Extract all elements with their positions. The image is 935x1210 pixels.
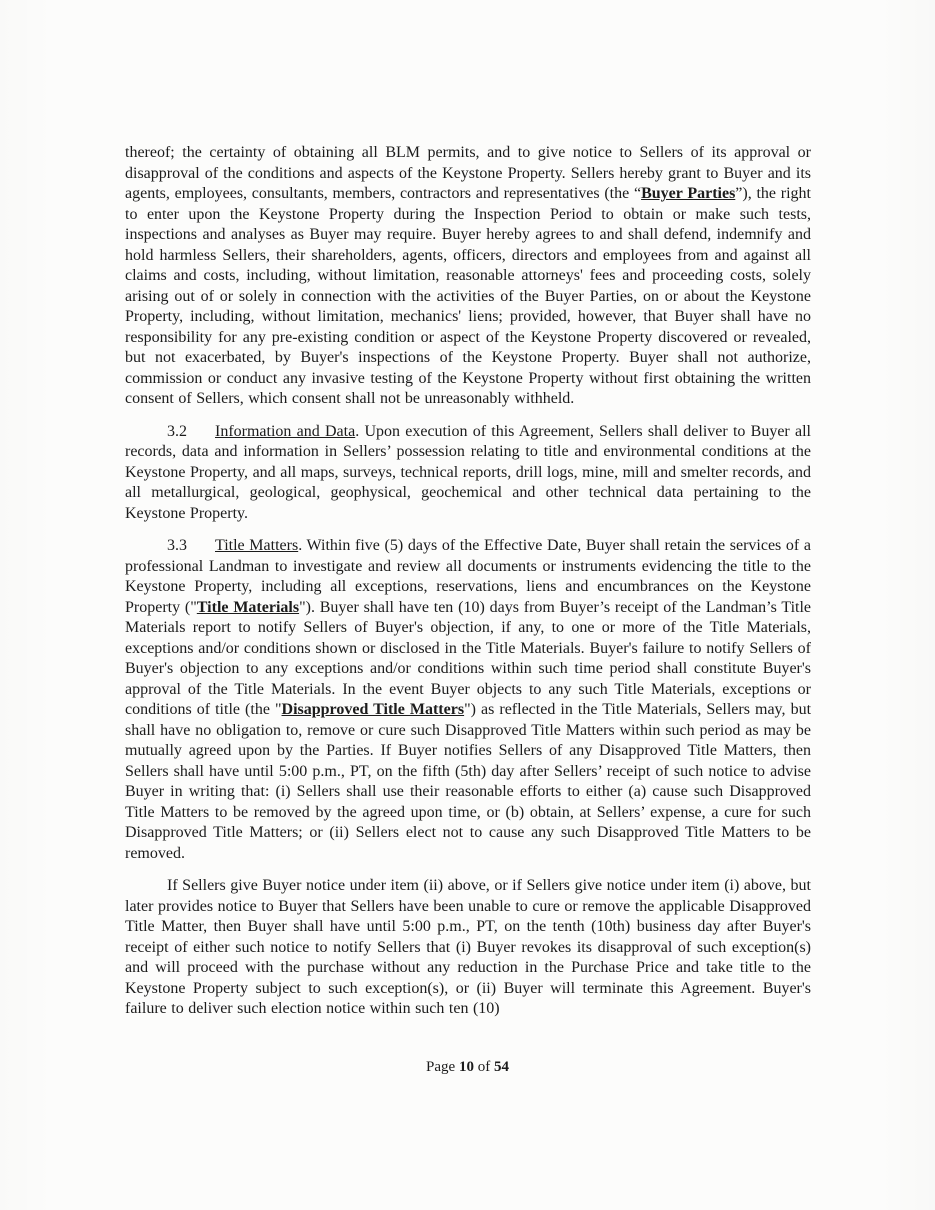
para-notice-election [125,876,811,1020]
text-run: 3.2 [167,422,187,440]
document-body [125,143,811,1032]
text-run: of [473,1059,494,1075]
text-run: . Upon execution of this Agreement, Sellers shall deliver to Buyer all records, data and information in Sellers’ possession relating to title and environmental conditions at the Keystone Property, and all maps, surveys, technical reports, drill logs, mine, mill and smelter records, and all metallurgical, geological, geophysical, geochemical and other technical data pertaining to the Keystone Property. [125,422,811,522]
text-run: "). Buyer shall have ten (10) days from Buyer’s receipt of the Landman’s Title Materials report to notify Sellers of Buyer's objection, if any, to one or more of the Title Materials, exceptions and/or conditions shown or disclosed in the Title Materials. Buyer's failure to notify Sellers of Buyer's objection to any exceptions and/or conditions within such time period shall constitute Buyer's approval of the Title Materials. In the event Buyer objects to any such Title Materials, exceptions or conditions of title (the " [125,598,812,718]
para-inspection-continued [125,143,811,410]
text-run: . Within five (5) days of the Effective Date, Buyer shall retain the services of a professional Landman to investigate and review all documents or instruments evidencing the title to the Keystone Property, including all exceptions, reservations, liens and encumbrances on the Keystone Property (" [125,537,812,616]
page-footer [0,1058,935,1077]
emphasized-term: Information and Data [215,422,356,440]
text-run: Page [426,1059,459,1075]
emphasized-term: Disapproved Title Matters [281,701,465,718]
emphasized-term: Title Matters [215,537,299,554]
text-run: 3.3 [167,537,187,554]
para-3-2-information-and-data [125,422,811,525]
text-run: ") as reflected in the Title Materials, Sellers may, but shall have no obligation to, remove or cure such Disapproved Title Matters within such period as may be mutually agreed upon by the Parties. If Buyer notifies Sellers of any Disapproved Title Matters, then Sellers shall have until 5:00 p.m., PT, on the fifth (5th) day after Sellers’ receipt of such notice to advise Buyer in writing that: (i) Sellers shall use their reasonable efforts to either (a) cause such Disapproved Title Matters to be removed by the agreed upon time, or (b) obtain, at Sellers’ expense, a cure for such Disapproved Title Matters; or (ii) Sellers elect not to cause any such Disapproved Title Matters to be removed. [125,701,812,862]
text-run: thereof; the certainty of obtaining all BLM permits, and to give notice to Sellers of its approval or disapproval of the conditions and aspects of the Keystone Property. Sellers hereby grant to Buyer and its agents, employees, consultants, members, contractors and representatives (the “ [125,144,811,202]
emphasized-term: Title Materials [196,598,300,616]
emphasized-term: 10 [458,1059,474,1075]
text-run: If Sellers give Buyer notice under item (ii) above, or if Sellers give notice under item (i) above, but later provides notice to Buyer that Sellers have been unable to cure or remove the applicable Disapproved Title Matter, then Buyer shall have until 5:00 p.m., PT, on the tenth (10th) business day after Buyer's receipt of either such notice to notify Sellers that (i) Buyer revokes its disapproval of such exception(s) and will proceed with the purchase without any reduction in the Purchase Price and take title to the Keystone Property subject to such exception(s), or (ii) Buyer will terminate this Agreement. Buyer's failure to deliver such election notice within such ten (10) [125,877,811,1017]
emphasized-term: Buyer Parties [641,185,736,202]
emphasized-term: 54 [493,1059,509,1075]
para-3-3-title-matters [125,536,811,864]
text-run: ”), the right to enter upon the Keystone Property during the Inspection Period to obtain or make such tests, inspections and analyses as Buyer may require. Buyer hereby agrees to and shall defend, indemnify and hold harmless Sellers, their shareholders, agents, officers, directors and employees from and against all claims and costs, including, without limitation, reasonable attorneys' fees and proceeding costs, solely arising out of or solely in connection with the activities of the Buyer Parties, on or about the Keystone Property, including, without limitation, mechanics' liens; provided, however, that Buyer shall have no responsibility for any pre-existing condition or aspect of the Keystone Property discovered or revealed, but not exacerbated, by Buyer's inspections of the Keystone Property. Buyer shall not authorize, commission or conduct any invasive testing of the Keystone Property without first obtaining the written consent of Sellers, which consent shall not be unreasonably withheld. [125,185,811,407]
